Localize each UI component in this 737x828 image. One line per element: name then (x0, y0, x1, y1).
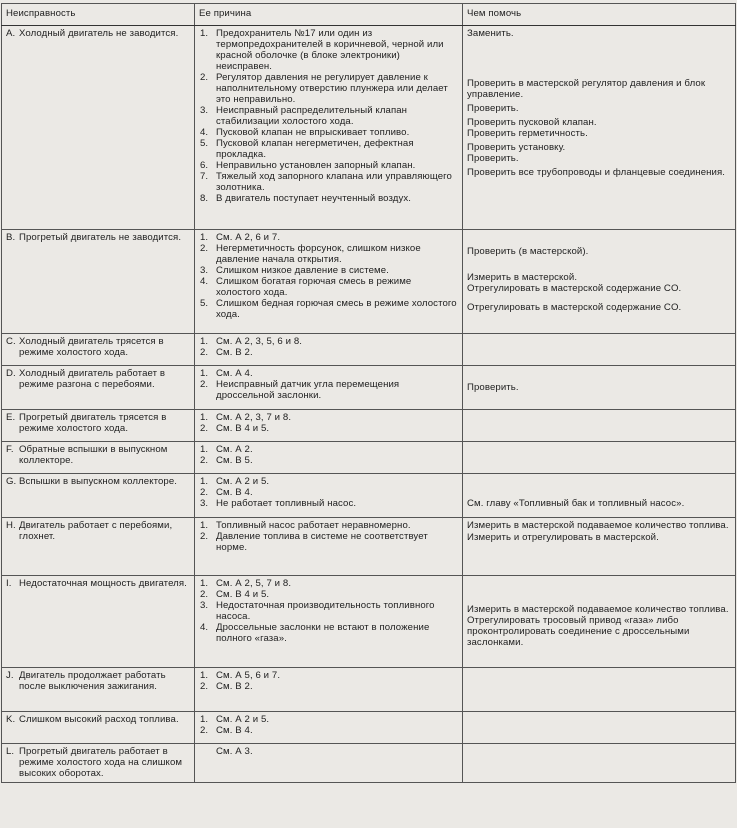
fault-text: Прогретый двигатель трясется в режиме холостого хода. (19, 412, 167, 434)
fault-letter: A. (6, 28, 16, 39)
fault-entry (6, 746, 190, 779)
cause-item (199, 193, 458, 204)
cause-item (199, 171, 458, 193)
cause-text: См. В 2. (216, 347, 253, 358)
cause-text: Неправильно установлен запорный клапан. (216, 160, 416, 171)
fault-entry (6, 578, 190, 589)
cause-number (199, 746, 216, 757)
cause-text: См. А 2 и 5. (216, 476, 270, 487)
cause-item (199, 412, 458, 423)
cause-item (199, 232, 458, 243)
fault-text: Вспышки в выпускном коллекторе. (19, 476, 178, 487)
fault-letter: I. (6, 578, 12, 589)
fault-text: Двигатель работает с перебоями, глохнет. (19, 520, 173, 542)
cause-text: См. А 2, 6 и 7. (216, 232, 281, 243)
cause-cell (195, 410, 463, 442)
fault-letter: B. (6, 232, 16, 243)
cause-text: Слишком низкое давление в системе. (216, 265, 389, 276)
cause-item (199, 105, 458, 127)
remedy-cell (463, 712, 736, 744)
fault-cell (2, 668, 195, 712)
cause-item (199, 265, 458, 276)
cause-text: См. А 5, 6 и 7. (216, 670, 281, 681)
cause-item (199, 336, 458, 347)
table-row (2, 518, 736, 576)
table-row (2, 442, 736, 474)
remedy-text: Заменить. (467, 28, 514, 39)
remedy-text: Отрегулировать тросовый привод «газа» либо проконтролировать соединение с дроссельными заслонками. (467, 615, 690, 648)
cause-number: 1. (200, 336, 209, 347)
cause-text: См. А 2, 5, 7 и 8. (216, 578, 292, 589)
cause-number: 2. (200, 379, 209, 390)
cause-item (199, 28, 458, 72)
remedy-cell (463, 744, 736, 783)
table-row (2, 26, 736, 230)
remedy-text: Проверить герметичность. (467, 128, 588, 139)
header-cause: Ее причина (195, 4, 463, 26)
cause-number: 8. (200, 193, 209, 204)
fault-text: Двигатель продолжает работать после выключения зажигания. (19, 670, 166, 692)
cause-item (199, 622, 458, 644)
fault-entry (6, 232, 190, 243)
table-row (2, 744, 736, 783)
cause-cell (195, 668, 463, 712)
cause-text: Топливный насос работает неравномерно. (216, 520, 411, 531)
cause-text: Слишком бедная горючая смесь в режиме холостого хода. (216, 298, 457, 320)
cause-item (199, 589, 458, 600)
fault-cell (2, 576, 195, 668)
cause-item (199, 368, 458, 379)
table-row (2, 712, 736, 744)
fault-text: Прогретый двигатель работает в режиме холостого хода на слишком высоких оборотах. (19, 746, 183, 779)
fault-cell (2, 26, 195, 230)
remedy-cell (463, 334, 736, 366)
cause-text: Недостаточная производительность топливного насоса. (216, 600, 435, 622)
fault-entry (6, 368, 190, 390)
cause-cell (195, 230, 463, 334)
cause-text: Тяжелый ход запорного клапана или управляющего золотника. (216, 171, 452, 193)
cause-text: Пусковой клапан не впрыскивает топливо. (216, 127, 410, 138)
cause-text: Пусковой клапан негерметичен, дефектная прокладка. (216, 138, 414, 160)
cause-number: 2. (200, 347, 209, 358)
fault-letter: K. (6, 714, 16, 725)
fault-text: Холодный двигатель не заводится. (19, 28, 179, 39)
remedy-text: Измерить в мастерской. (467, 272, 578, 283)
cause-text: См. А 2 и 5. (216, 714, 270, 725)
fault-entry (6, 476, 190, 487)
remedy-text: Отрегулировать в мастерской содержание CO. (467, 302, 682, 313)
remedy-cell (463, 442, 736, 474)
remedy-cell (463, 410, 736, 442)
fault-cell (2, 334, 195, 366)
cause-item (199, 531, 458, 553)
cause-number: 2. (200, 423, 209, 434)
remedy-text: Проверить в мастерской регулятор давления и блок управление. (467, 78, 706, 100)
cause-item (199, 498, 458, 509)
fault-text: Слишком высокий расход топлива. (19, 714, 179, 725)
table-row (2, 576, 736, 668)
fault-entry (6, 714, 190, 725)
cause-number: 3. (200, 265, 209, 276)
remedy-text: Проверить. (467, 103, 519, 114)
fault-letter: C. (6, 336, 16, 347)
cause-cell (195, 712, 463, 744)
cause-text: См. А 4. (216, 368, 253, 379)
fault-text: Недостаточная мощность двигателя. (19, 578, 187, 589)
cause-number: 2. (200, 455, 209, 466)
cause-number: 1. (200, 28, 209, 39)
fault-entry (6, 28, 190, 39)
fault-letter: H. (6, 520, 16, 531)
cause-item (199, 160, 458, 171)
cause-text: См. В 2. (216, 681, 253, 692)
table-row (2, 668, 736, 712)
troubleshooting-table (1, 3, 736, 783)
cause-number: 2. (200, 725, 209, 736)
remedy-text: Измерить в мастерской подаваемое количество топлива. (467, 604, 729, 615)
remedy-text: Измерить и отрегулировать в мастерской. (467, 532, 659, 543)
cause-item (199, 578, 458, 589)
cause-number: 1. (200, 368, 209, 379)
cause-number: 1. (200, 476, 209, 487)
cause-number: 3. (200, 600, 209, 611)
cause-number: 5. (200, 298, 209, 309)
cause-cell (195, 518, 463, 576)
cause-cell (195, 26, 463, 230)
table-body (2, 26, 736, 783)
cause-text: См. В 4. (216, 725, 253, 736)
cause-cell (195, 366, 463, 410)
cause-number: 6. (200, 160, 209, 171)
remedy-text: Проверить. (467, 153, 519, 164)
cause-cell (195, 334, 463, 366)
fault-letter: G. (6, 476, 17, 487)
remedy-text: Проверить установку. (467, 142, 566, 153)
cause-item (199, 487, 458, 498)
remedy-text: Проверить все трубопроводы и фланцевые соединения. (467, 167, 726, 178)
fault-letter: L. (6, 746, 15, 757)
cause-number: 1. (200, 520, 209, 531)
fault-cell (2, 744, 195, 783)
cause-number: 3. (200, 105, 209, 116)
cause-number: 2. (200, 72, 209, 83)
cause-item (199, 379, 458, 401)
remedy-text: Отрегулировать в мастерской содержание CO. (467, 283, 682, 294)
cause-item (199, 243, 458, 265)
cause-text: См. В 4 и 5. (216, 589, 270, 600)
remedy-cell (463, 366, 736, 410)
fault-cell (2, 442, 195, 474)
cause-number: 5. (200, 138, 209, 149)
cause-number: 1. (200, 714, 209, 725)
cause-number: 1. (200, 444, 209, 455)
cause-text: См. А 3. (216, 746, 253, 757)
fault-entry (6, 444, 190, 466)
cause-item (199, 520, 458, 531)
cause-cell (195, 442, 463, 474)
cause-text: Давление топлива в системе не соответствует норме. (216, 531, 428, 553)
remedy-cell (463, 230, 736, 334)
header-remedy: Чем помочь (463, 4, 736, 26)
cause-item (199, 298, 458, 320)
cause-text: См. А 2, 3, 5, 6 и 8. (216, 336, 303, 347)
header-fault: Неисправность (2, 4, 195, 26)
cause-item (199, 600, 458, 622)
table-row (2, 474, 736, 518)
cause-number: 4. (200, 622, 209, 633)
cause-number: 2. (200, 531, 209, 542)
fault-cell (2, 474, 195, 518)
cause-item (199, 423, 458, 434)
cause-text: Слишком богатая горючая смесь в режиме холостого хода. (216, 276, 412, 298)
cause-item (199, 347, 458, 358)
cause-item (199, 127, 458, 138)
cause-number: 2. (200, 243, 209, 254)
cause-text: Предохранитель №17 или один из термопредохранителей в коричневой, черной или красной оболочке (в блоке электроники) неисправен. (216, 28, 444, 72)
cause-number: 2. (200, 487, 209, 498)
fault-letter: F. (6, 444, 14, 455)
remedy-text: См. главу «Топливный бак и топливный насос». (467, 498, 685, 509)
table-row (2, 410, 736, 442)
cause-number: 2. (200, 681, 209, 692)
remedy-text: Проверить (в мастерской). (467, 246, 589, 257)
cause-text: Дроссельные заслонки не встают в положение полного «газа». (216, 622, 430, 644)
fault-letter: E. (6, 412, 16, 423)
fault-letter: J. (6, 670, 14, 681)
cause-cell (195, 744, 463, 783)
remedy-cell (463, 576, 736, 668)
remedy-cell (463, 474, 736, 518)
cause-text: См. В 5. (216, 455, 253, 466)
fault-text: Холодный двигатель работает в режиме разгона с перебоями. (19, 368, 166, 390)
remedy-text: Измерить в мастерской подаваемое количество топлива. (467, 520, 729, 531)
cause-text: В двигатель поступает неучтенный воздух. (216, 193, 412, 204)
table-row (2, 334, 736, 366)
cause-text: См. В 4 и 5. (216, 423, 270, 434)
cause-cell (195, 576, 463, 668)
cause-number: 1. (200, 412, 209, 423)
cause-text: Неисправный распределительный клапан стабилизации холостого хода. (216, 105, 408, 127)
fault-cell (2, 518, 195, 576)
cause-number: 1. (200, 232, 209, 243)
remedy-text: Проверить пусковой клапан. (467, 117, 597, 128)
cause-text: Неисправный датчик угла перемещения дроссельной заслонки. (216, 379, 400, 401)
remedy-cell (463, 26, 736, 230)
remedy-text: Проверить. (467, 382, 519, 393)
fault-entry (6, 412, 190, 434)
cause-item (199, 455, 458, 466)
cause-text: См. В 4. (216, 487, 253, 498)
cause-number: 1. (200, 670, 209, 681)
cause-text: Негерметичность форсунок, слишком низкое давление начала открытия. (216, 243, 421, 265)
table-row (2, 230, 736, 334)
cause-item (199, 714, 458, 725)
fault-entry (6, 520, 190, 542)
fault-cell (2, 410, 195, 442)
cause-item (199, 72, 458, 105)
cause-number: 1. (200, 578, 209, 589)
cause-text: См. А 2, 3, 7 и 8. (216, 412, 292, 423)
table-row (2, 366, 736, 410)
table-header-row (2, 4, 736, 26)
cause-number: 7. (200, 171, 209, 182)
fault-entry (6, 336, 190, 358)
cause-item (199, 681, 458, 692)
cause-item (199, 276, 458, 298)
cause-item (199, 746, 458, 757)
cause-item (199, 138, 458, 160)
cause-item (199, 725, 458, 736)
cause-item (199, 444, 458, 455)
fault-cell (2, 712, 195, 744)
cause-item (199, 670, 458, 681)
cause-item (199, 476, 458, 487)
fault-letter: D. (6, 368, 16, 379)
fault-text: Прогретый двигатель не заводится. (19, 232, 182, 243)
cause-number: 4. (200, 276, 209, 287)
fault-text: Обратные вспышки в выпускном коллекторе. (19, 444, 168, 466)
fault-text: Холодный двигатель трясется в режиме холостого хода. (19, 336, 164, 358)
cause-number: 4. (200, 127, 209, 138)
remedy-cell (463, 518, 736, 576)
cause-number: 3. (200, 498, 209, 509)
fault-cell (2, 366, 195, 410)
remedy-cell (463, 668, 736, 712)
cause-text: Регулятор давления не регулирует давление к наполнительному отверстию плунжера или делает это неправильно. (216, 72, 448, 105)
fault-cell (2, 230, 195, 334)
cause-text: См. А 2. (216, 444, 253, 455)
cause-cell (195, 474, 463, 518)
cause-number: 2. (200, 589, 209, 600)
cause-text: Не работает топливный насос. (216, 498, 357, 509)
fault-entry (6, 670, 190, 692)
